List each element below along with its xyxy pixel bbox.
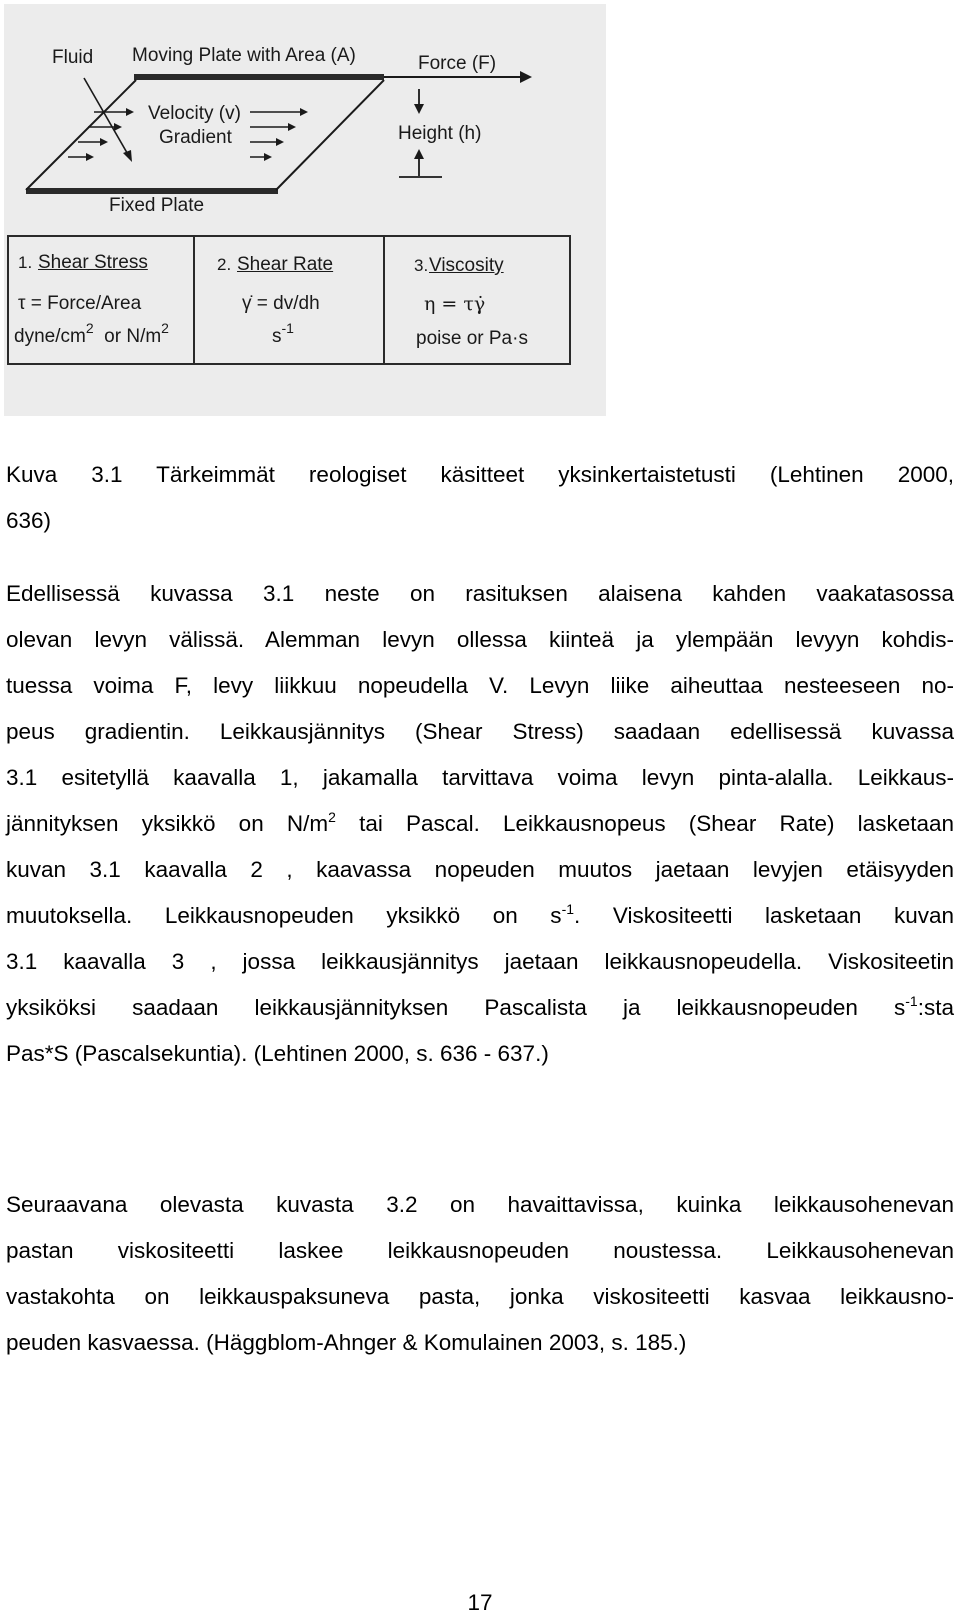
paragraph-line: yksiköksi saadaan leikkausjännityksen Pascalista ja leikkausnopeuden $s^{-1}:sta$ xyxy=(6,993,954,1020)
viscosity-units: poise or Pa·s xyxy=(416,328,528,349)
caption-line: Kuva 3.1 Tärkeimmät reologiset käsitteet yksinkertaistetusti (Lehtinen 2000, xyxy=(6,462,954,487)
caption-line: 636) xyxy=(6,508,52,533)
col2-number: 2. xyxy=(217,255,232,274)
fluid-label: Fluid xyxy=(52,47,94,68)
figure-caption xyxy=(6,452,954,544)
col3-number: 3. xyxy=(414,256,429,275)
paragraph-line: peuden kasvaessa. (Häggblom-Ahnger & Komulainen 2003, s. 185.) xyxy=(6,1330,687,1355)
height-label: Height (h) xyxy=(398,123,482,144)
fluid-pointer-arrow xyxy=(84,78,130,158)
shear-stress-formula: τ = Force/Area xyxy=(18,293,142,314)
paragraph-line: jännityksen yksikkö on $N/m^2$ tai Pascal. Leikkausnopeus (Shear Rate) lasketaan xyxy=(6,809,954,836)
paragraph-line: kuvan 3.1 kaavalla 2 , kaavassa nopeuden muutos jaetaan levyjen etäisyyden xyxy=(6,857,954,882)
paragraph-line: peus gradientin. Leikkausjännitys (Shear Stress) saadaan edellisessä kuvassa xyxy=(6,719,954,744)
viscosity-formula: η = τγ̇ xyxy=(424,293,486,315)
moving-plate-label: Moving Plate with Area (A) xyxy=(132,45,356,66)
shear-stress-units: dyne/$cm^2$ or $N/m^2$ xyxy=(14,320,169,347)
shear-rate-formula: γ̇ = dv/dh xyxy=(242,293,320,314)
paragraph-line: Seuraavana olevasta kuvasta 3.2 on havaittavissa, kuinka leikkausohenevan xyxy=(6,1192,954,1217)
page-number: 17 xyxy=(467,1590,493,1615)
force-label: Force (F) xyxy=(418,53,497,74)
paragraph-line: olevan levyn välissä. Alemman levyn ollessa kiinteä ja ylempään levyyn kohdis- xyxy=(6,627,954,652)
paragraph-line: 3.1 kaavalla 3 , jossa leikkausjännitys jaetaan leikkausnopeudella. Viskositeetin xyxy=(6,949,954,974)
paragraph-line: tuessa voima F, levy liikkuu nopeudella V. Levyn liike aiheuttaa nesteeseen no- xyxy=(6,673,954,698)
paragraph-line: Pas*S (Pascalsekuntia). (Lehtinen 2000, s. 636 - 637.) xyxy=(6,1041,549,1066)
velocity-label: Velocity (v) xyxy=(148,103,241,124)
shear-stress-title: Shear Stress xyxy=(38,252,148,273)
fixed-plate xyxy=(26,188,278,194)
viscosity-title: Viscosity xyxy=(429,255,504,276)
fixed-plate-label: Fixed Plate xyxy=(109,195,205,216)
paragraph-2 xyxy=(6,1182,954,1366)
moving-plate xyxy=(134,74,384,80)
rheology-figure xyxy=(4,4,606,416)
gradient-label: Gradient xyxy=(159,127,232,148)
shear-rate-units: $s^{-1}$ xyxy=(272,320,294,347)
paragraph-line: pastan viskositeetti laskee leikkausnopeuden noustessa. Leikkausohenevan xyxy=(6,1238,954,1263)
shear-rate-title: Shear Rate xyxy=(237,254,334,275)
paragraph-1 xyxy=(6,571,954,1077)
paragraph-line: muutoksella. Leikkausnopeuden yksikkö on $s^{-1}$. Viskositeetti lasketaan kuvan xyxy=(6,901,954,928)
col1-number: 1. xyxy=(18,253,33,272)
paragraph-line: Edellisessä kuvassa 3.1 neste on rasituksen alaisena kahden vaakatasossa xyxy=(6,581,954,606)
paragraph-line: 3.1 esitetyllä kaavalla 1, jakamalla tarvittava voima levyn pinta-alalla. Leikkaus- xyxy=(6,765,954,790)
paragraph-line: vastakohta on leikkauspaksuneva pasta, jonka viskositeetti kasvaa leikkausno- xyxy=(6,1284,954,1309)
